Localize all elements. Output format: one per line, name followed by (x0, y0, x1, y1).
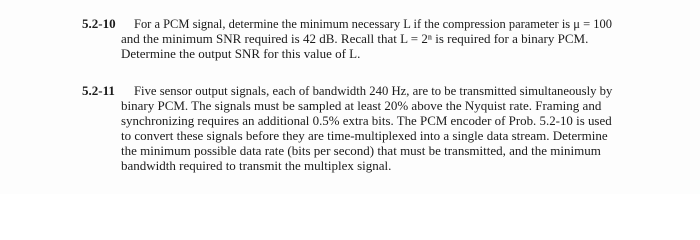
problem-text-line: Five sensor output signals, each of bandwidth 240 Hz, are to be transmitted simultaneously by (134, 83, 613, 98)
problem-text-line: bandwidth required to transmit the multiplex signal. (121, 158, 392, 173)
problem-text-line: For a PCM signal, determine the minimum necessary L if the compression parameter is μ = 100 (134, 16, 612, 31)
problem-text-line: and the minimum SNR required is 42 dB. Recall that L = 2ⁿ is required for a binary PCM. (121, 31, 589, 46)
problem-number: 5.2-11 (82, 83, 115, 98)
problem-text-line: synchronizing requires an additional 0.5% extra bits. The PCM encoder of Prob. 5.2-10 is used (121, 113, 612, 128)
problem-text-line: binary PCM. The signals must be sampled at least 20% above the Nyquist rate. Framing and (121, 98, 602, 113)
problem-text-line: Determine the output SNR for this value of L. (121, 46, 361, 61)
problem-text-line: the minimum possible data rate (bits per second) that must be transmitted, and the minimum (121, 143, 601, 158)
problem-number: 5.2-10 (82, 16, 116, 31)
problem-text-line: to convert these signals before they are time-multiplexed into a single data stream. Determine (121, 128, 608, 143)
